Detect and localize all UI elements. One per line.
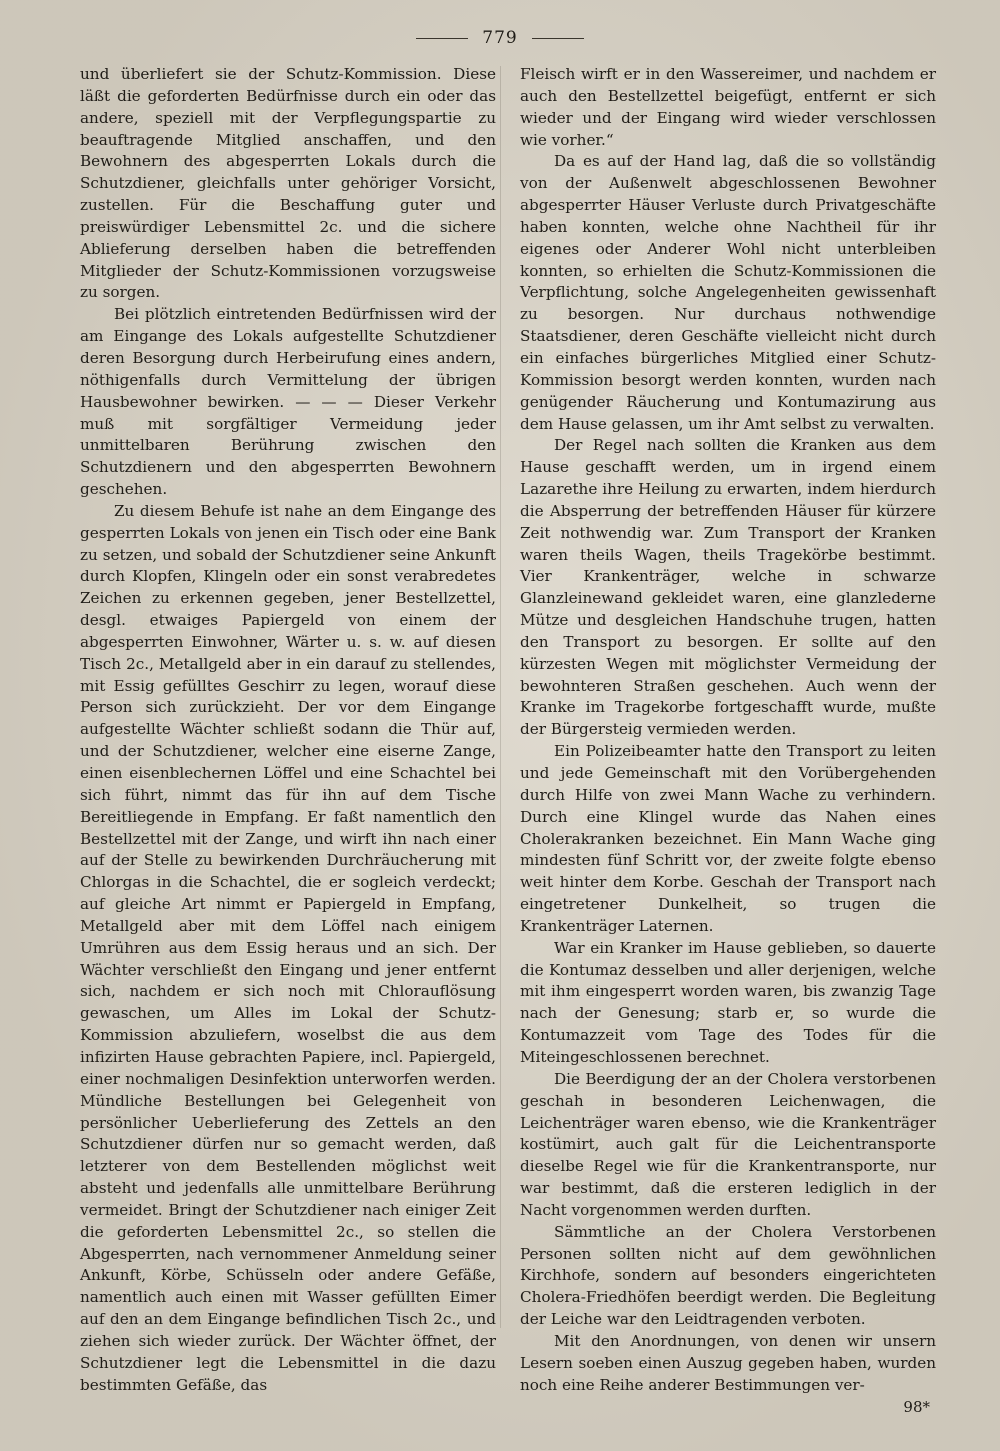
paragraph: Mit den Anordnungen, von denen wir unsern Lesern soeben einen Auszug gegeben haben, wurden noch eine Reihe anderer Bestimmungen ver- xyxy=(520,1331,936,1394)
text-columns xyxy=(80,64,936,1416)
paragraph: Der Regel nach sollten die Kranken aus dem Hause geschafft werden, um in irgend einem Lazarethe ihre Heilung zu erwarten, indem hierdurch die Absperrung der betreffenden Häuser für kürzere Zeit nothwendig war. Zum Transport der Kranken waren theils Wagen, theils Tragekörbe bestimmt. Vier Krankenträger, welche in schwarze Glanzleinewand gekleidet waren, eine glanzlederne Mütze und desgleichen Handschuhe trugen, hatten den Transport zu besorgen. Er sollte auf den kürzesten Wegen mit möglichster Vermeidung der bewohnteren Straßen geschehen. Auch wenn der Kranke im Tragekorbe fortgeschafft wurde, mußte der Bürgersteig vermieden werden. xyxy=(520,436,936,739)
signature-mark: 98* xyxy=(903,1398,930,1417)
header-rule-right xyxy=(532,38,584,39)
page-header xyxy=(0,28,1000,48)
paragraph: Zu diesem Behufe ist nahe an dem Eingange des gesperrten Lokals von jenen ein Tisch oder eine Bank zu setzen, und sobald der Schutzdiener seine Ankunft durch Klopfen, Klingeln oder ein sonst verabredetes Zeichen zu erkennen gegeben, jener Bestellzettel, desgl. etwaiges Papiergeld von einem der abgesperrten Einwohner, Wärter u. s. w. auf diesen Tisch 2c., Metallgeld aber in ein darauf zu stellendes, mit Essig gefülltes Geschirr zu legen, worauf diese Person sich zurückzieht. Der vor dem Eingange aufgestellte Wächter schließt sodann die Thür auf, und der Schutzdiener, welcher eine eiserne Zange, einen eisenblechernen Löffel und eine Schachtel bei sich führt, nimmt das für ihn auf dem Tische Bereitliegende in Empfang. Er faßt namentlich den Bestellzettel mit der Zange, und wirft ihn nach einer auf der Stelle zu bewirkenden Durchräucherung mit Chlorgas in die Schachtel, die er sogleich verdeckt; auf gleiche Art nimmt er Papiergeld in Empfang, Metallgeld aber mit dem Löffel nach einigem Umrühren aus dem Essig heraus und an sich. Der Wächter verschließt den Eingang und jener entfernt sich, nachdem er sich noch mit Chlorauflösung gewaschen, um Alles im Lokal der Schutz-Kommission abzuliefern, woselbst die aus dem infizirten Hause gebrachten Papiere, incl. Papiergeld, einer nochmaligen Desinfektion unterworfen werden. Mündliche Bestellungen bei Gelegenheit von persönlicher Ueberlieferung des Zettels an den Schutzdiener dürfen nur so gemacht werden, daß letzterer von dem Bestellenden möglichst weit absteht und jedenfalls alle unmittelbare Berührung vermeidet. Bringt der Schutzdiener nach einiger Zeit die geforderten Lebensmittel 2c., so stellen die Abgesperrten, nach vernommener Anmeldung seiner Ankunft, Körbe, Schüsseln oder andere Gefäße, namentlich auch einen mit Wasser gefüllten Eimer auf den an dem Eingange befindlichen Tisch 2c., und ziehen sich wieder zurück. Der Wächter öffnet, der Schutzdiener legt die Lebensmittel in die dazu bestimmten Gefäße, das xyxy=(80,501,496,1394)
page-number: 779 xyxy=(482,28,518,48)
paragraph: und überliefert sie der Schutz-Kommission. Diese läßt die geforderten Bedürfnisse durch ein oder das andere, speziell mit der Verpflegungspartie zu beauftragende Mitglied anschaffen, und den Bewohnern des abgesperrten Lokals durch die Schutzdiener, gleichfalls unter gehöriger Vorsicht, zustellen. Für die Beschaffung guter und preiswürdiger Lebensmittel 2c. und die sichere Ablieferung derselben haben die betreffenden Mitglieder der Schutz-Kommissionen vorzugsweise zu sorgen. xyxy=(80,65,496,302)
paragraph: Bei plötzlich eintretenden Bedürfnissen wird der am Eingange des Lokals aufgestellte Schutzdiener deren Besorgung durch Herbeirufung eines andern, nöthigenfalls durch Vermittelung der übrigen Hausbewohner bewirken. — — — Dieser Verkehr muß mit sorgfältiger Vermeidung jeder unmittelbaren Berührung zwischen den Schutzdienern und den abgesperrten Bewohnern geschehen. xyxy=(80,305,496,499)
paragraph: Ein Polizeibeamter hatte den Transport zu leiten und jede Gemeinschaft mit den Vorübergehenden durch Hilfe von zwei Mann Wache zu verhindern. Durch eine Klingel wurde das Nahen eines Cholerakranken bezeichnet. Ein Mann Wache ging mindesten fünf Schritt vor, der zweite folgte ebenso weit hinter dem Korbe. Geschah der Transport nach eingetretener Dunkelheit, so trugen die Krankenträger Laternen. xyxy=(520,742,936,935)
paragraph: Die Beerdigung der an der Cholera verstorbenen geschah in besonderen Leichenwagen, die Leichenträger waren ebenso, wie die Krankenträger kostümirt, auch galt für die Leichentransporte dieselbe Regel wie für die Krankentransporte, nur war bestimmt, daß die ersteren lediglich in der Nacht vorgenommen werden durften. xyxy=(520,1069,936,1219)
paragraph: Fleisch wirft er in den Wassereimer, und nachdem er auch den Bestellzettel beigefügt, entfernt er sich wieder und der Eingang wird wieder verschlossen wie vorher.“ xyxy=(520,65,936,149)
paragraph: War ein Kranker im Hause geblieben, so dauerte die Kontumaz desselben und aller derjenigen, welche mit ihm eingesperrt worden waren, bis zwanzig Tage nach der Genesung; starb er, so wurde die Kontumazzeit vom Tage des Todes für die Miteingeschlossenen berechnet. xyxy=(520,938,936,1066)
header-rule-left xyxy=(416,38,468,39)
paragraph: Sämmtliche an der Cholera Verstorbenen Personen sollten nicht auf dem gewöhnlichen Kirchhofe, sondern auf besonders eingerichteten Cholera-Friedhöfen beerdigt werden. Die Begleitung der Leiche war den Leidtragenden verboten. xyxy=(520,1222,936,1329)
paragraph: Da es auf der Hand lag, daß die so vollständig von der Außenwelt abgeschlossenen Bewohner abgesperrter Häuser Verluste durch Privatgeschäfte haben konnten, welche ohne Nachtheil für ihr eigenes oder Anderer Wohl nicht unterbleiben konnten, so erhielten die Schutz-Kommissionen die Verpflichtung, solche Angelegenheiten gewissenhaft zu besorgen. Nur durchaus nothwendige Staatsdiener, deren Geschäfte vielleicht nicht durch ein einfaches bürgerliches Mitglied einer Schutz-Kommission besorgt werden konnten, wurden nach genügender Räucherung und Kontumazirung aus dem Hause gelassen, um ihr Amt selbst zu verwalten. xyxy=(520,152,936,433)
left-column xyxy=(80,64,496,1396)
right-column xyxy=(520,64,936,1416)
